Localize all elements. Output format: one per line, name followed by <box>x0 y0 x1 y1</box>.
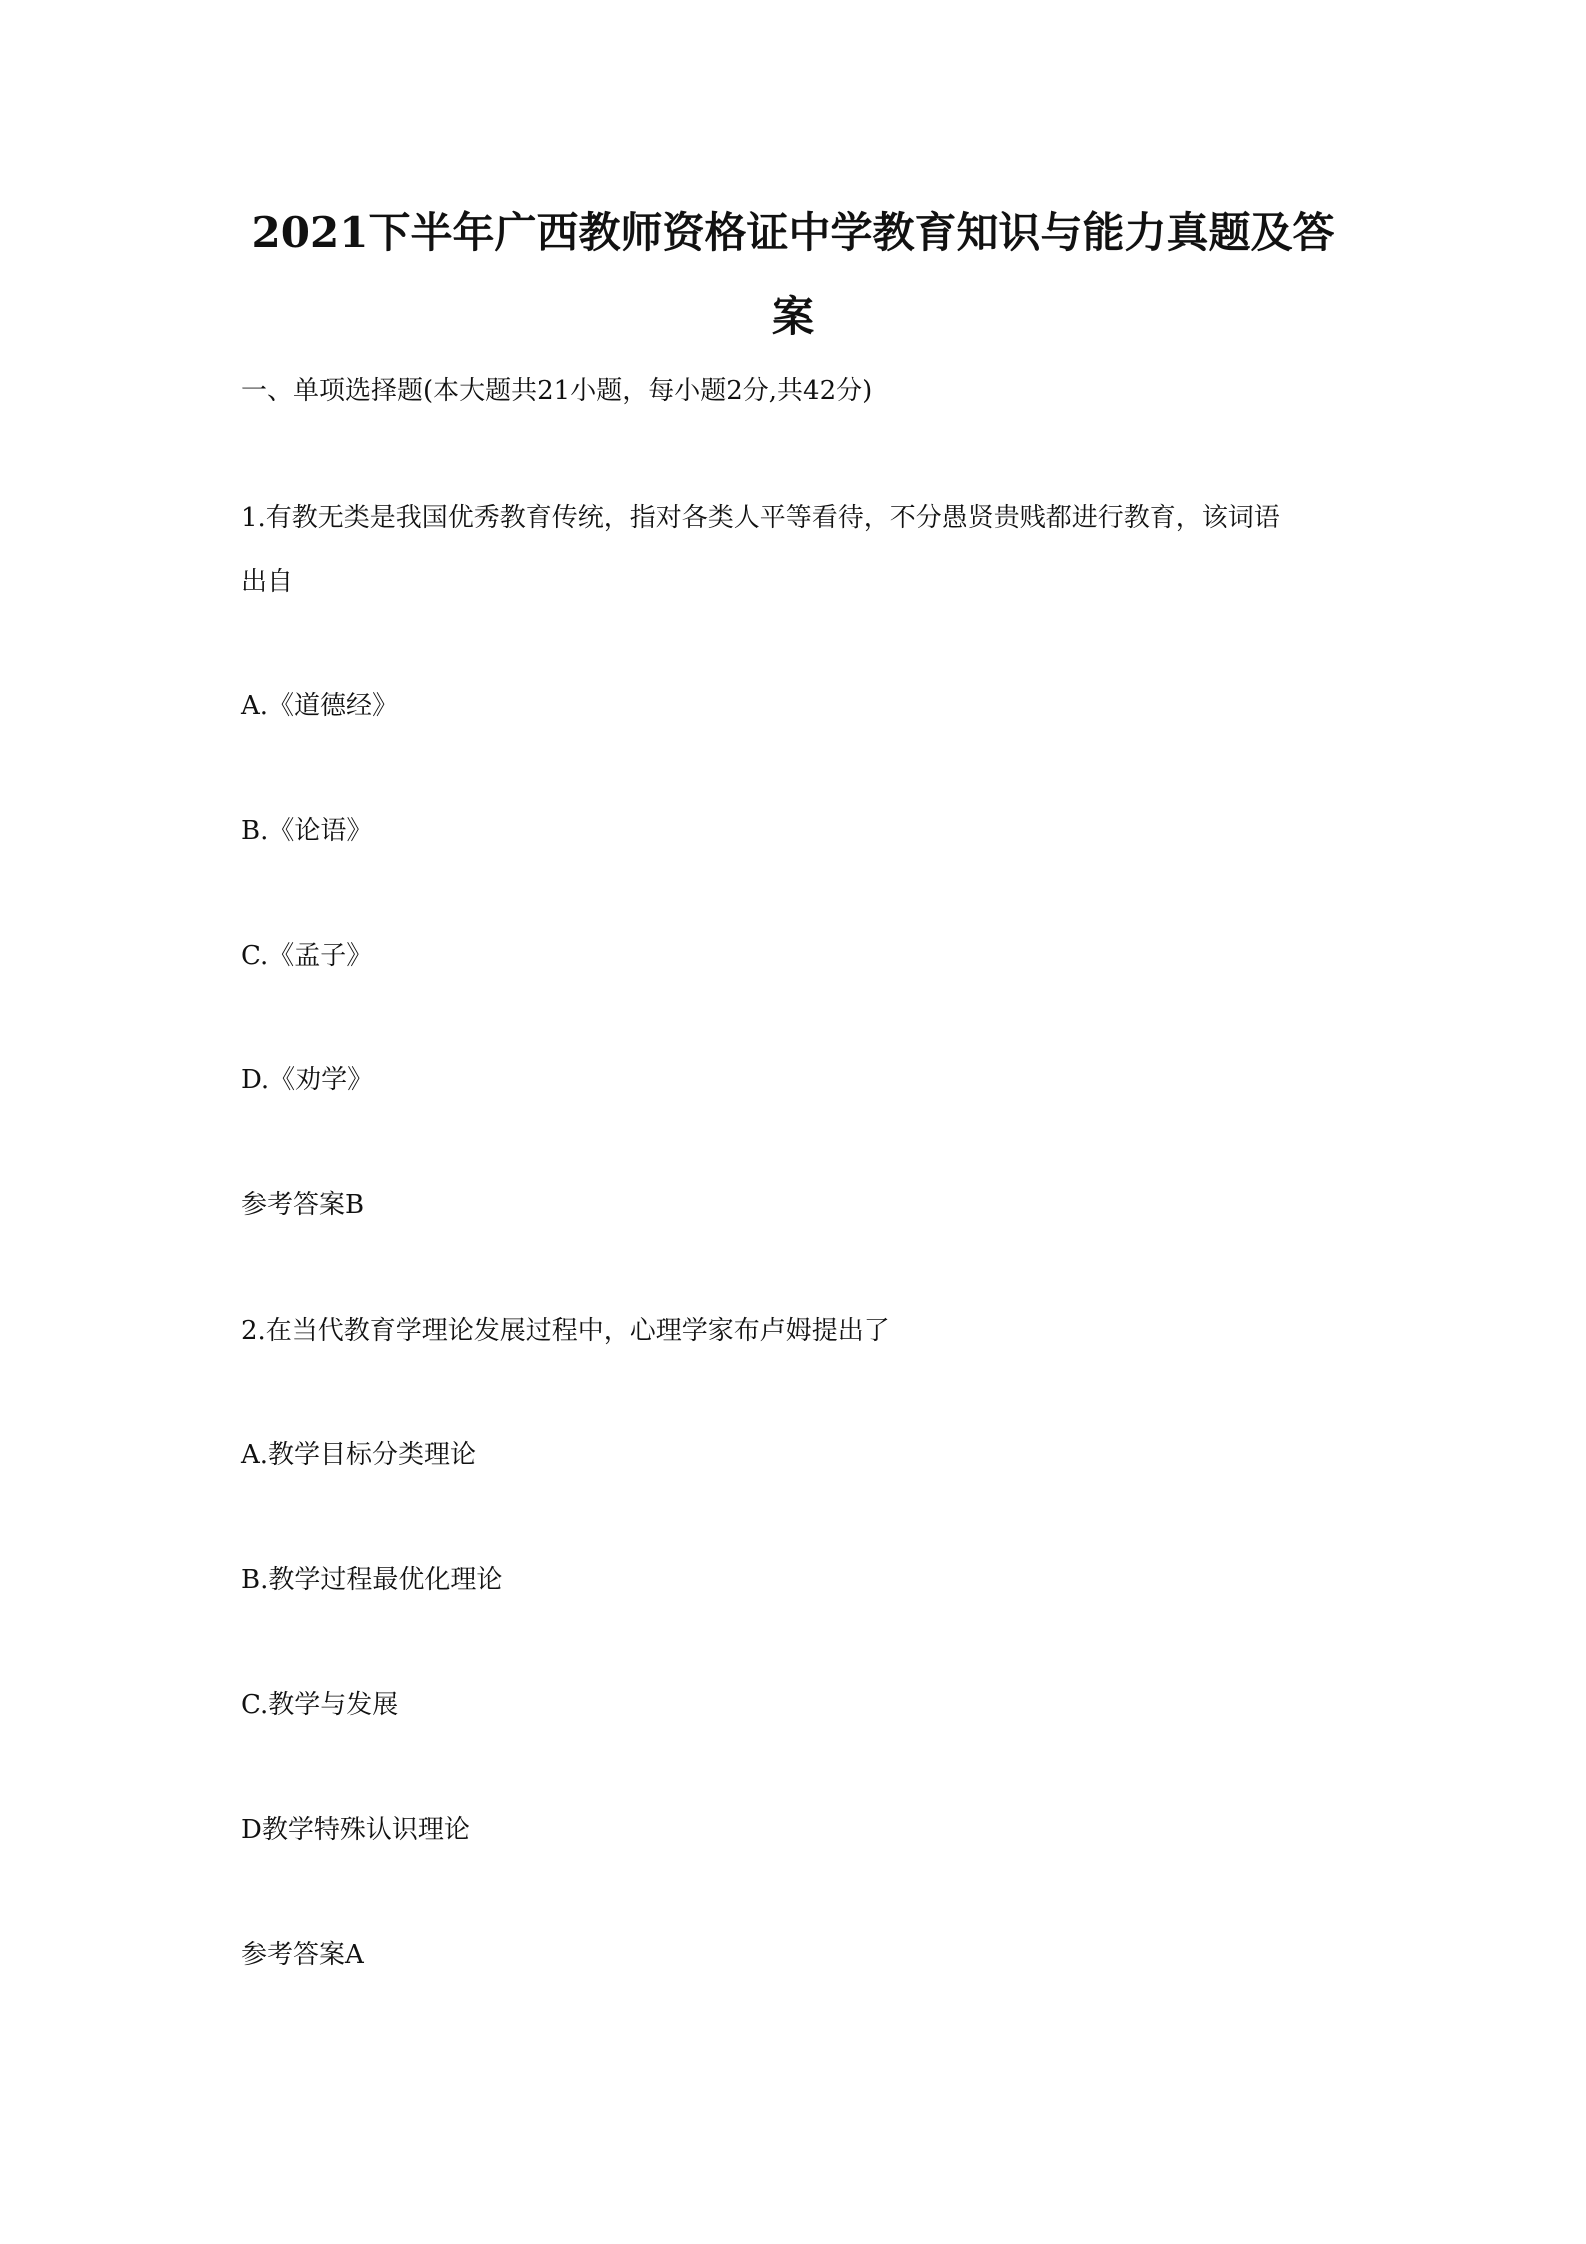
question-2-option-d: D教学特殊认识理论 <box>241 1815 470 1845</box>
question-1-stem-line-2: 出自 <box>241 567 294 597</box>
section-heading: 一、单项选择题(本大题共21小题，每小题2分,共42分) <box>241 376 873 406</box>
question-2-option-c: C.教学与发展 <box>241 1690 399 1720</box>
question-2-stem: 2.在当代教育学理论发展过程中，心理学家布卢姆提出了 <box>241 1316 890 1346</box>
question-1-stem-line-1: 1.有教无类是我国优秀教育传统，指对各类人平等看待，不分愚贤贵贱都进行教育，该词语 <box>241 503 1280 533</box>
question-1-answer: 参考答案B <box>241 1190 365 1220</box>
document-title-line-2: 案 <box>771 292 814 341</box>
question-1-option-c: C.《孟子》 <box>241 941 373 971</box>
question-2-option-b: B.教学过程最优化理论 <box>241 1565 503 1595</box>
question-2-option-a: A.教学目标分类理论 <box>241 1440 477 1470</box>
question-1-option-b: B.《论语》 <box>241 816 373 846</box>
document-title-line-1: 2021下半年广西教师资格证中学教育知识与能力真题及答 <box>251 208 1335 257</box>
question-1-option-a: A.《道德经》 <box>241 691 399 721</box>
question-1-option-d: D.《劝学》 <box>241 1065 374 1095</box>
question-2-answer: 参考答案A <box>241 1940 364 1970</box>
